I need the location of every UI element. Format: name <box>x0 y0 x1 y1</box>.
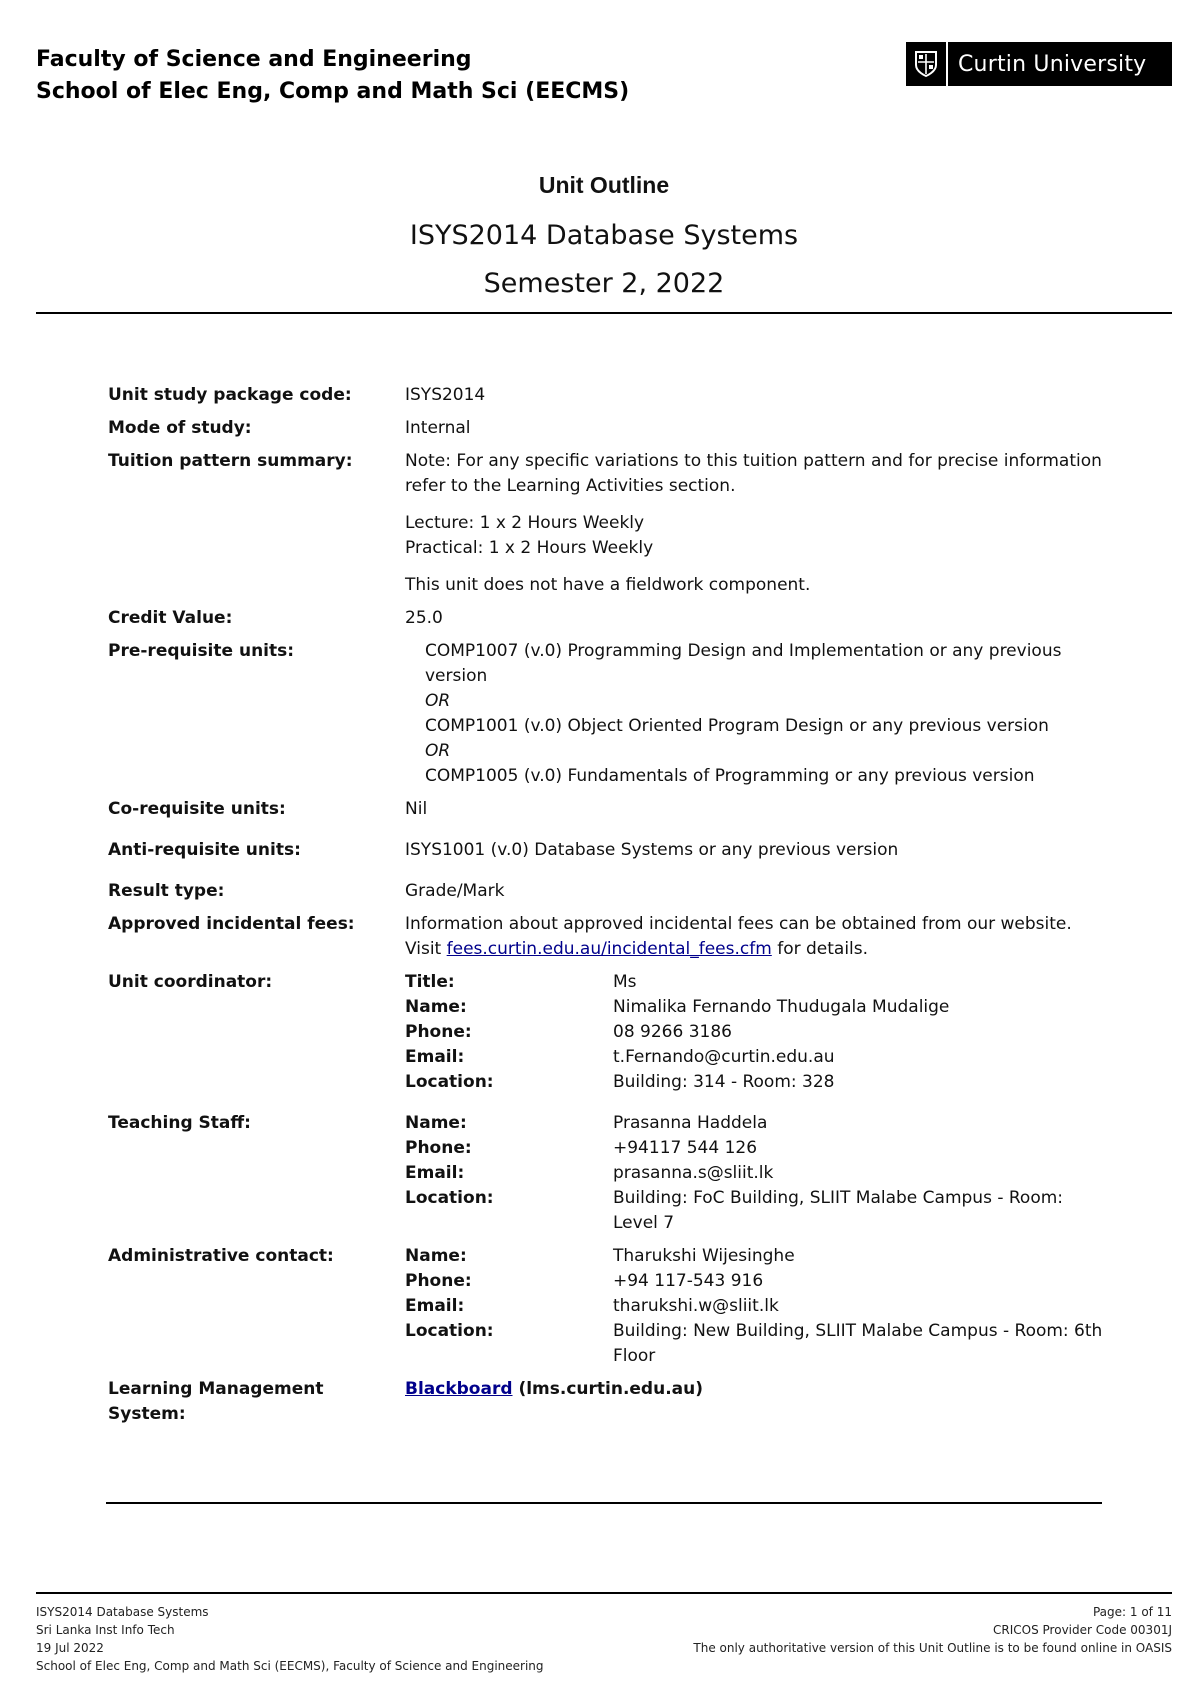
label: Result type: <box>108 881 225 901</box>
admin-name: Tharukshi Wijesinghe <box>613 1246 795 1266</box>
row-coreq <box>108 797 1108 822</box>
value: Grade/Mark <box>405 881 505 901</box>
footer-unit: ISYS2014 Database Systems <box>36 1605 209 1619</box>
divider <box>106 1502 1102 1504</box>
label: Anti-requisite units: <box>108 840 301 860</box>
key: Email: <box>405 1047 465 1067</box>
row-credit <box>108 606 1108 631</box>
coordinator-title: Ms <box>613 972 637 992</box>
label: Unit coordinator: <box>108 972 273 992</box>
fees-visit: Visit <box>405 939 442 959</box>
label: Tuition pattern summary: <box>108 451 353 471</box>
blackboard-link[interactable]: Blackboard <box>405 1379 513 1399</box>
label: Co-requisite units: <box>108 799 286 819</box>
footer-campus: Sri Lanka Inst Info Tech <box>36 1623 175 1637</box>
authority-note: The only authoritative version of this Unit Outline is to be found online in OASIS <box>693 1641 1172 1655</box>
row-lms <box>108 1377 1108 1427</box>
value: Nil <box>405 799 428 819</box>
admin-location: Building: New Building, SLIIT Malabe Campus - Room: 6th Floor <box>613 1321 1103 1366</box>
fees-link[interactable]: fees.curtin.edu.au/incidental_fees.cfm <box>446 939 772 959</box>
row-tuition <box>108 449 1108 598</box>
footer-date: 19 Jul 2022 <box>36 1641 104 1655</box>
label: Administrative contact: <box>108 1246 334 1266</box>
coordinator-email: t.Fernando@curtin.edu.au <box>613 1047 835 1067</box>
prereq-or: OR <box>425 741 451 761</box>
row-mode <box>108 416 1108 441</box>
header <box>36 44 629 108</box>
teaching-location: Building: FoC Building, SLIIT Malabe Campus - Room: Level 7 <box>613 1188 1064 1233</box>
unit-title: ISYS2014 Database Systems <box>409 220 799 251</box>
row-result <box>108 879 1108 904</box>
label: Teaching Staff: <box>108 1113 251 1133</box>
crest-icon <box>906 42 946 86</box>
tuition-fieldwork: This unit does not have a fieldwork component. <box>405 575 811 595</box>
coordinator-name: Nimalika Fernando Thudugala Mudalige <box>613 997 950 1017</box>
teaching-email: prasanna.s@sliit.lk <box>613 1163 774 1183</box>
tuition-lecture: Lecture: 1 x 2 Hours Weekly <box>405 513 645 533</box>
row-package-code <box>108 383 1108 408</box>
key: Email: <box>405 1296 465 1316</box>
footer-divider <box>36 1592 1172 1594</box>
key: Name: <box>405 1113 467 1133</box>
label: Unit study package code: <box>108 385 352 405</box>
tuition-note: Note: For any specific variations to this tuition pattern and for precise information refer to the Learning Activities section. <box>405 451 1102 496</box>
value: 25.0 <box>405 608 443 628</box>
page-number: Page: 1 of 11 <box>1092 1605 1172 1619</box>
key: Location: <box>405 1072 494 1092</box>
lms-url: (lms.curtin.edu.au) <box>518 1379 704 1399</box>
key: Phone: <box>405 1271 472 1291</box>
row-coordinator <box>108 970 1108 1095</box>
tuition-practical: Practical: 1 x 2 Hours Weekly <box>405 538 654 558</box>
value: ISYS1001 (v.0) Database Systems or any previous version <box>405 840 899 860</box>
key: Name: <box>405 1246 467 1266</box>
fees-suffix: for details. <box>777 939 869 959</box>
teaching-phone: +94117 544 126 <box>613 1138 758 1158</box>
value: Internal <box>405 418 471 438</box>
prereq-or: OR <box>425 691 451 711</box>
row-teaching <box>108 1111 1108 1236</box>
label: Learning Management System: <box>108 1379 324 1424</box>
divider <box>36 312 1172 314</box>
key: Email: <box>405 1163 465 1183</box>
key: Phone: <box>405 1138 472 1158</box>
row-prereq <box>108 639 1108 789</box>
unit-details <box>108 383 1108 1435</box>
row-admin <box>108 1244 1108 1369</box>
unit-outline-heading: Unit Outline <box>538 172 670 198</box>
value: ISYS2014 <box>405 385 486 405</box>
row-antireq <box>108 838 1108 863</box>
prereq-item: COMP1001 (v.0) Object Oriented Program Design or any previous version <box>425 716 1049 736</box>
label: Pre-requisite units: <box>108 641 295 661</box>
logo-text: Curtin University <box>958 51 1147 77</box>
label: Approved incidental fees: <box>108 914 355 934</box>
fees-info: Information about approved incidental fees can be obtained from our website. <box>405 914 1072 934</box>
semester: Semester 2, 2022 <box>483 268 725 299</box>
footer-left <box>36 1603 544 1675</box>
label: Credit Value: <box>108 608 233 628</box>
coordinator-location: Building: 314 - Room: 328 <box>613 1072 835 1092</box>
school-name: School of Elec Eng, Comp and Math Sci (EECMS) <box>36 79 630 104</box>
cricos-code: CRICOS Provider Code 00301J <box>993 1623 1172 1637</box>
key: Location: <box>405 1321 494 1341</box>
curtin-logo <box>906 42 1172 86</box>
key: Name: <box>405 997 467 1017</box>
prereq-item: COMP1007 (v.0) Programming Design and Implementation or any previous version <box>425 641 1062 686</box>
prereq-item: COMP1005 (v.0) Fundamentals of Programming or any previous version <box>425 766 1035 786</box>
footer-right <box>693 1603 1172 1657</box>
key: Phone: <box>405 1022 472 1042</box>
row-fees <box>108 912 1108 962</box>
label: Mode of study: <box>108 418 252 438</box>
footer-school: School of Elec Eng, Comp and Math Sci (EECMS), Faculty of Science and Engineering <box>36 1659 544 1673</box>
key: Location: <box>405 1188 494 1208</box>
admin-email: tharukshi.w@sliit.lk <box>613 1296 779 1316</box>
coordinator-phone: 08 9266 3186 <box>613 1022 732 1042</box>
key: Title: <box>405 972 455 992</box>
admin-phone: +94 117-543 916 <box>613 1271 764 1291</box>
teaching-name: Prasanna Haddela <box>613 1113 768 1133</box>
faculty-name: Faculty of Science and Engineering <box>36 47 472 72</box>
